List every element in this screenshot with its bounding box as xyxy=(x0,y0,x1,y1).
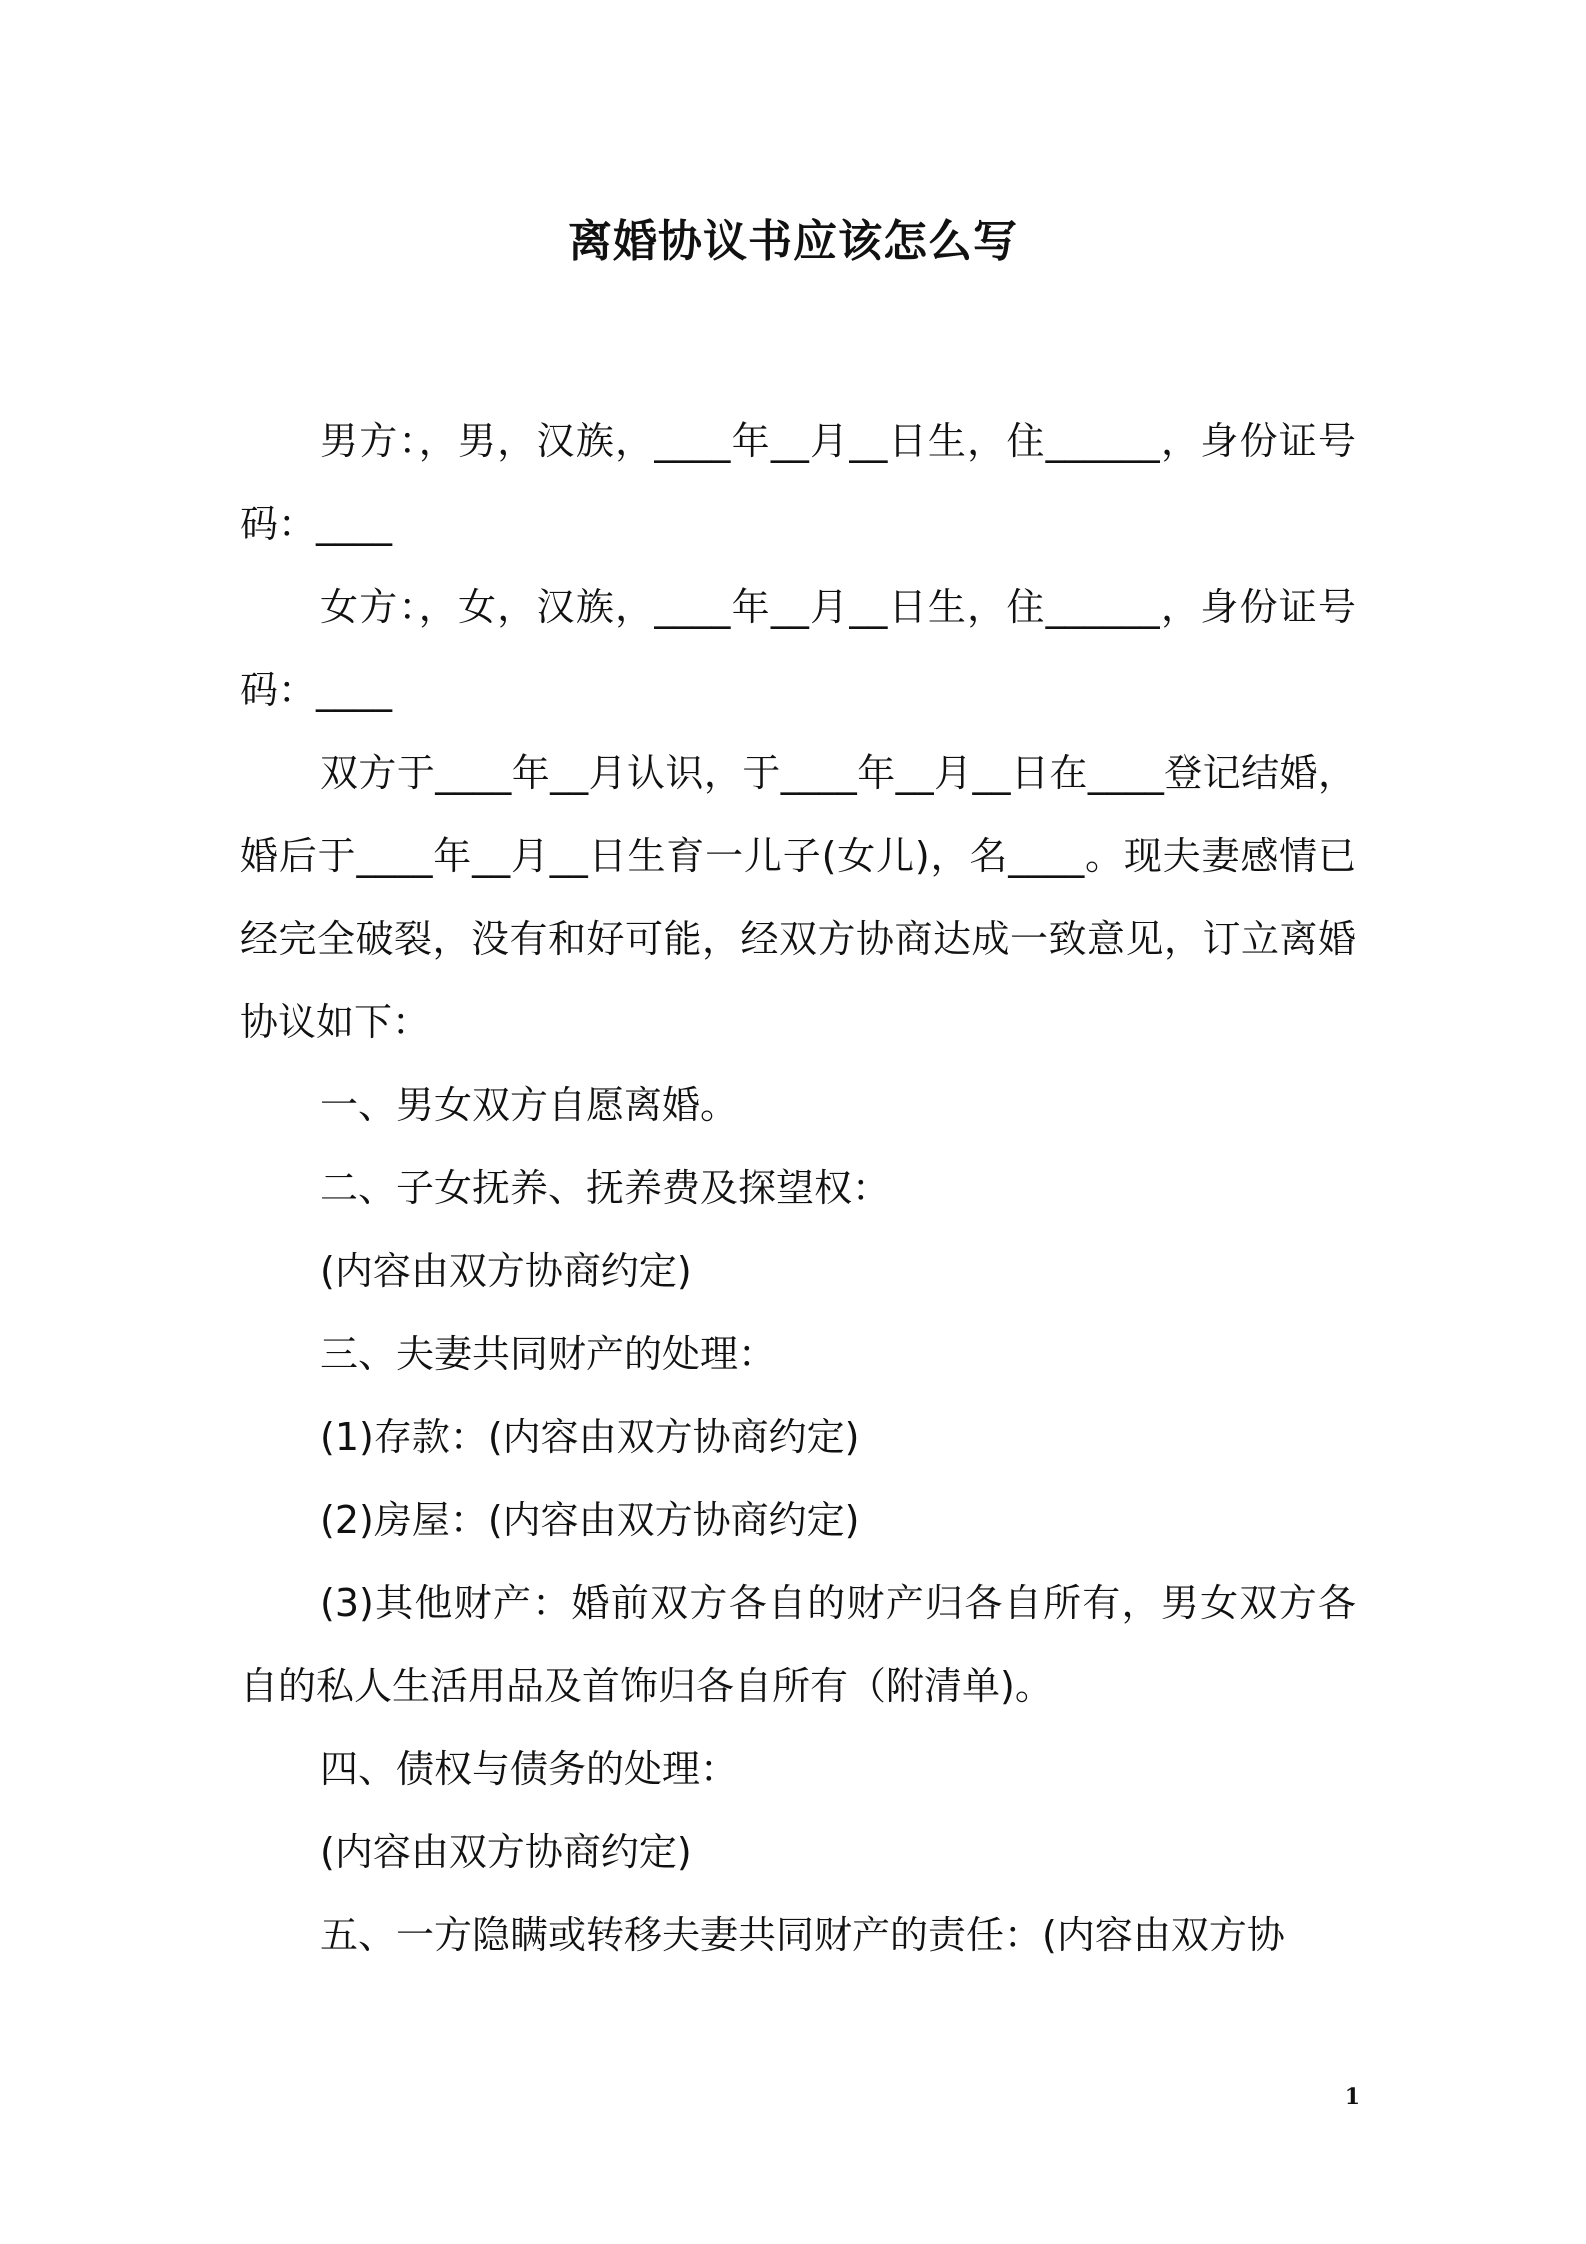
clause-3-property-heading: 三、夫妻共同财产的处理： xyxy=(320,1332,777,1376)
clause-3-3-other-property: (3)其他财产：婚前双方各自的财产归各自所有，男女双方各自的私人生活用品及首饰归各自所有（附清单)。 xyxy=(240,1581,1356,1708)
clause-1-voluntary-divorce: 一、男女双方自愿离婚。 xyxy=(320,1083,739,1127)
document-body xyxy=(240,400,1356,1977)
clause-2-child-custody-heading: 二、子女抚养、抚养费及探望权： xyxy=(320,1166,891,1210)
document-title: 离婚协议书应该怎么写 xyxy=(568,216,1018,267)
clause-3-2-housing: (2)房屋：(内容由双方协商约定) xyxy=(320,1498,860,1542)
page-number: 1 xyxy=(1344,2084,1360,2110)
clause-2-content: (内容由双方协商约定) xyxy=(320,1249,692,1293)
clause-3-1-deposits: (1)存款：(内容由双方协商约定) xyxy=(320,1415,860,1459)
paragraph-female-party: 女方：，女，汉族，____年__月__日生，住______，身份证号码：____ xyxy=(240,585,1356,712)
clause-4-debts-heading: 四、债权与债务的处理： xyxy=(320,1747,739,1791)
clause-4-content: (内容由双方协商约定) xyxy=(320,1830,692,1874)
paragraph-male-party: 男方：，男，汉族，____年__月__日生，住______，身份证号码：____ xyxy=(240,419,1356,546)
paragraph-marriage-background: 双方于____年__月认识，于____年__月__日在____登记结婚，婚后于____年__月__日生育一儿子(女儿)，名____。现夫妻感情已经完全破裂，没有和好可能，经双方协商达成一致意见，订立离婚协议如下： xyxy=(240,751,1356,1044)
clause-5-concealment: 五、一方隐瞒或转移夫妻共同财产的责任：(内容由双方协 xyxy=(320,1913,1285,1957)
